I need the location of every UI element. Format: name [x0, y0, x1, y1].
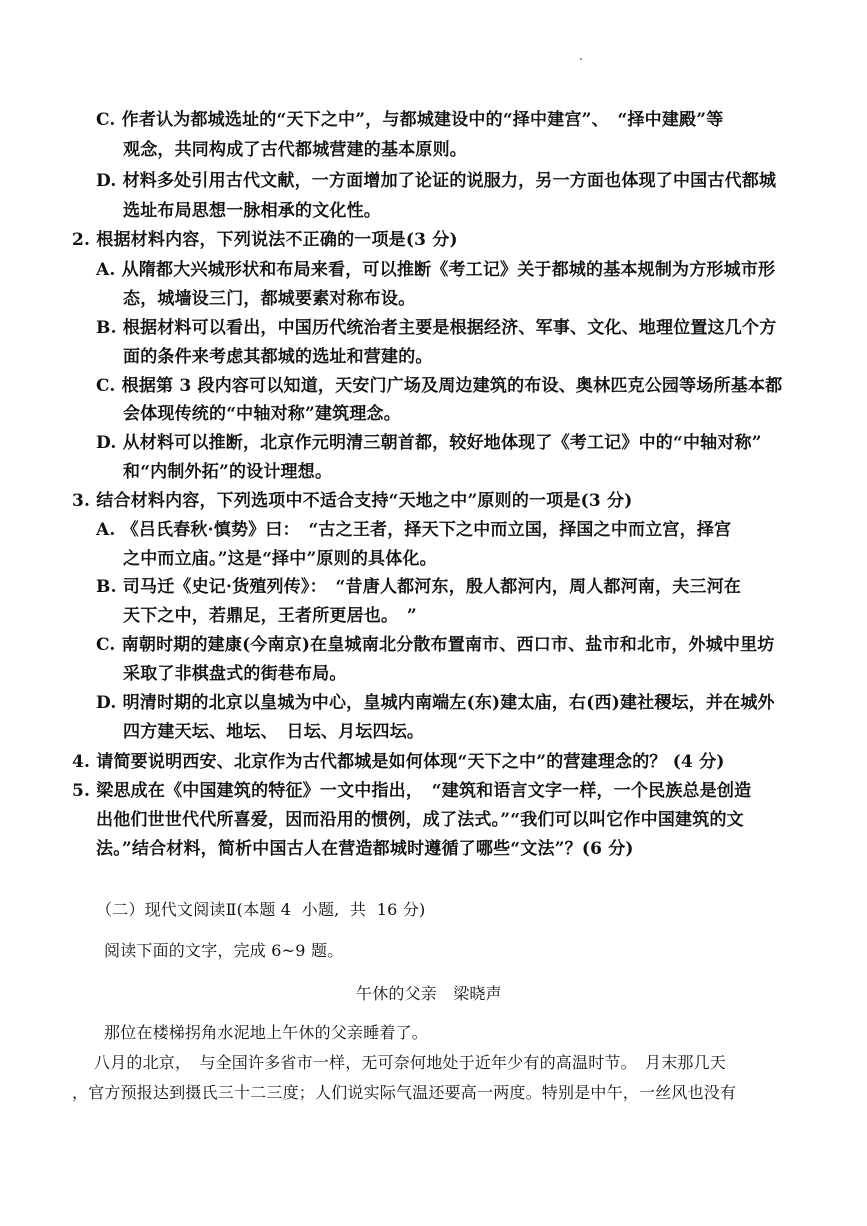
article-paragraph-1: 那位在楼梯拐角水泥地上午休的父亲睡着了。 [104, 1023, 429, 1042]
question-5-line2: 出他们世世代代所喜爱，因而沿用的惯例，成了法式。”“我们可以叫它作中国建筑的文 [96, 810, 744, 830]
q2-option-b-line1: B. 根据材料可以看出，中国历代统治者主要是根据经济、军事、文化、地理位置这几个方 [96, 318, 777, 338]
q3-option-a-line1: A. 《吕氏春秋·慎势》曰： “古之王者，择天下之中而立国，择国之中而立宫，择宫 [96, 520, 732, 540]
q2-option-c-line2: 会体现传统的“中轴对称”建筑理念。 [123, 404, 401, 424]
q1-option-d-line2: 选址布局思想一脉相承的文化性。 [123, 201, 381, 221]
article-title: 午休的父亲 梁晓声 [356, 984, 502, 1003]
q3-option-a-line2: 之中而立庙。”这是“择中”原则的具体化。 [123, 549, 437, 569]
question-4: 4. 请简要说明西安、北京作为古代都城是如何体现“天下之中”的营建理念的？ (4 分) [72, 752, 725, 772]
q2-option-d-line1: D. 从材料可以推断，北京作元明清三朝首都，较好地体现了《考工记》中的“中轴对称” [96, 433, 762, 453]
q2-option-a-line1: A. 从隋都大兴城形状和布局来看，可以推断《考工记》关于都城的基本规制为方形城市形 [96, 260, 776, 280]
q1-option-c-line1: C. 作者认为都城选址的“天下之中”，与都城建设中的“择中建宫”、 “择中建殿”等 [96, 110, 724, 130]
q1-option-d-line1: D. 材料多处引用古代文献，一方面增加了论证的说服力，另一方面也体现了中国古代都城 [96, 171, 777, 191]
q2-option-b-line2: 面的条件来考虑其都城的选址和营建的。 [123, 347, 433, 367]
article-paragraph-2-line1: 八月的北京， 与全国许多省市一样，无可奈何地处于近年少有的高温时节。 月末那几天 [94, 1053, 727, 1072]
section-2-instruction: 阅读下面的文字，完成 6~9 题。 [104, 941, 344, 960]
q3-option-b-line1: B. 司马迁《史记·货殖列传》： “昔唐人都河东，殷人都河内，周人都河南，夫三河在 [96, 577, 742, 597]
question-5-line3: 法。”结合材料，简析中国古人在营造都城时遵循了哪些“文法”？(6 分) [96, 839, 634, 859]
question-2: 2. 根据材料内容，下列说法不正确的一项是(3 分) [72, 230, 458, 250]
q3-option-c-line2: 采取了非棋盘式的街巷布局。 [123, 664, 347, 684]
q2-option-d-line2: 和“内制外拓”的设计理想。 [123, 462, 333, 482]
q3-option-d-line2: 四方建天坛、地坛、 日坛、月坛四坛。 [123, 722, 425, 742]
question-3: 3. 结合材料内容，下列选项中不适合支持“天地之中”原则的一项是(3 分) [72, 491, 633, 511]
article-paragraph-2-line2: ，官方预报达到摄氏三十二三度；人们说实际气温还要高一两度。特别是中午，一丝风也没有 [72, 1083, 737, 1102]
q2-option-c-line1: C. 根据第 3 段内容可以知道，天安门广场及周边建筑的布设、奥林匹克公园等场所基本都 [96, 376, 783, 396]
q3-option-b-line2: 天下之中，若鼎足，王者所更居也。 ” [123, 606, 417, 626]
scan-dot [580, 58, 582, 60]
q3-option-d-line1: D. 明清时期的北京以皇城为中心，皇城内南端左(东)建太庙，右(西)建社稷坛，并在城外 [96, 693, 775, 713]
q2-option-a-line2: 态，城墙设三门，都城要素对称布设。 [123, 289, 416, 309]
section-2-heading: （二）现代文阅读Ⅱ(本题 4 小题, 共 16 分) [96, 900, 426, 919]
q3-option-c-line1: C. 南朝时期的建康(今南京)在皇城南北分散布置南市、西口市、盐市和北市，外城中里坊 [96, 635, 775, 655]
question-5-line1: 5. 梁思成在《中国建筑的特征》一文中指出， “建筑和语言文字一样，一个民族总是创造 [72, 781, 752, 801]
q1-option-c-line2: 观念，共同构成了古代都城营建的基本原则。 [123, 140, 467, 160]
